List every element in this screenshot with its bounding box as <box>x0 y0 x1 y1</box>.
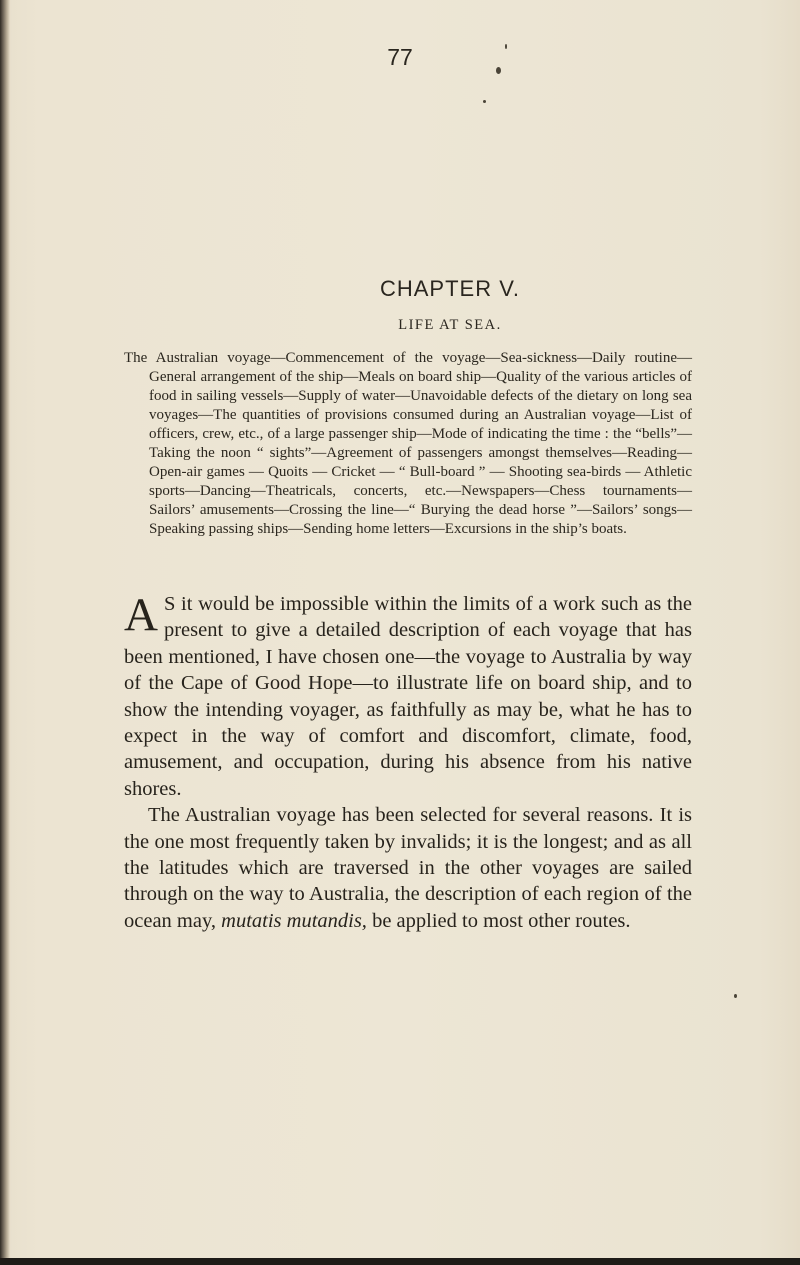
paragraph-2-end: be applied to most other routes. <box>366 909 631 932</box>
chapter-title: CHAPTER V. <box>379 276 520 301</box>
paragraph-2 <box>124 802 692 934</box>
paragraph-2-text: The Australian voyage has been selected for several reasons. It is the one most frequently taken by invalids; it is the longest; and as all the latitudes which are traversed in the other voyages are sailed through on the way to Australia, the description of each region of the ocean may, <box>124 804 692 932</box>
print-speck <box>734 994 737 998</box>
chapter-synopsis: The Australian voyage—Commencement of the voyage—Sea-sickness—Daily routine—General arrangement of the ship—Meals on board ship—Quality of the various articles of food in sailing vessels—Supply of water—Unavoidable defects of the dietary on long sea voyages—The quantities of provisions consumed during an Australian voyage—List of officers, crew, etc., of a large passenger ship—Mode of indicating the time : the “bells”—Taking the noon “ sights”—Agreement of passengers amongst themselves—Reading—Open-air games — Quoits — Cricket — “ Bull-board ” — Shooting sea-birds — Athletic sports—Dancing—Theatricals, concerts, etc.—Newspapers—Chess tournaments—Sailors’ amusements—Crossing the line—“ Burying the dead horse ”—Sailors’ songs—Speaking passing ships—Sending home letters—Excursions in the ship’s boats. <box>124 350 692 537</box>
bottom-edge <box>0 1258 800 1265</box>
paragraph-1-text: S it would be impossible within the limits of a work such as the present to give a detailed description of each voyage that has been mentioned, I have chosen one—the voyage to Australia by way of the Cape of Good Hope—to illustrate life on board ship, and to show the intending voyager, as faithfully as may be, what he has to expect in the way of comfort and discomfort, climate, food, amusement, and occupation, during his absence from his native shores. <box>124 593 692 800</box>
drop-cap: A <box>124 589 158 641</box>
print-speck <box>483 100 486 103</box>
chapter-subtitle: LIFE AT SEA. <box>398 317 502 333</box>
chapter-body <box>124 591 692 934</box>
print-speck <box>505 44 507 49</box>
page-number: 77 <box>387 44 413 70</box>
print-speck <box>496 67 501 74</box>
binding-edge <box>0 0 10 1265</box>
paragraph-1 <box>124 591 692 802</box>
paragraph-2-italic: mutatis mutandis, <box>221 909 367 932</box>
